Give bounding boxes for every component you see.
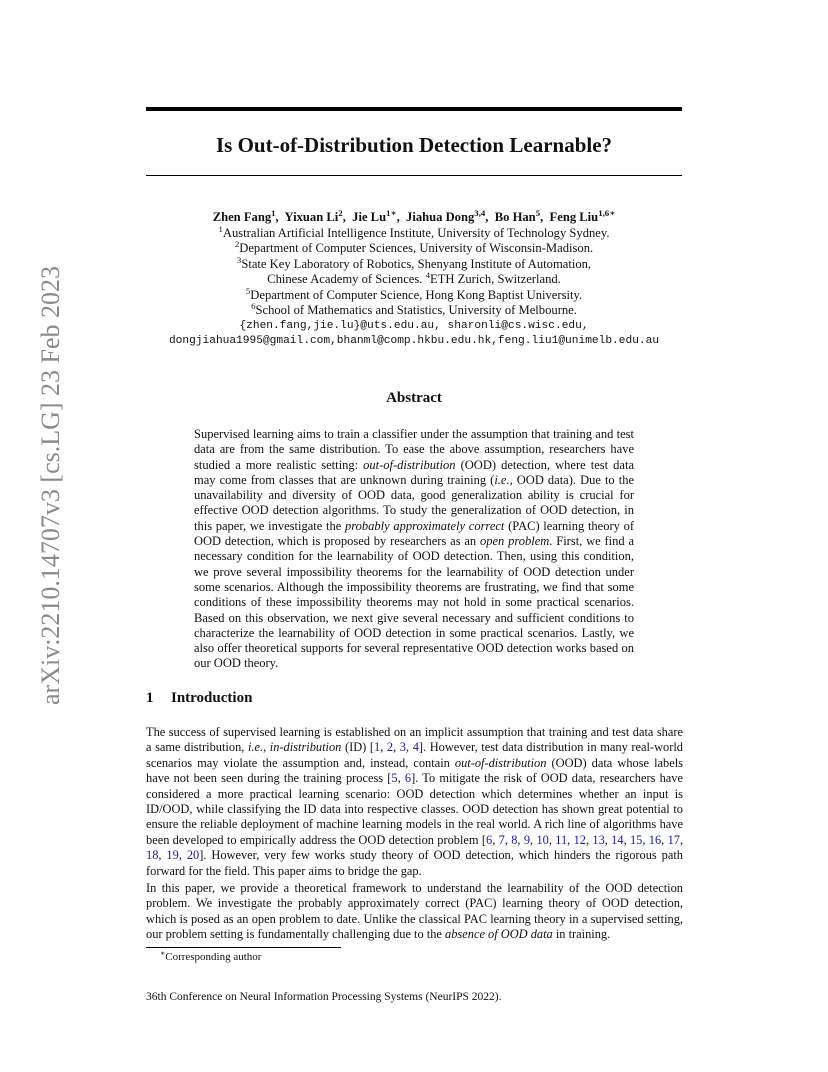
title-bottom-rule <box>146 175 682 176</box>
section-title: Introduction <box>171 690 253 706</box>
arxiv-sidebar-id: arXiv:2210.14707v3 [cs.LG] 23 Feb 2023 <box>36 265 65 705</box>
section-number: 1 <box>146 690 154 706</box>
abstract-body: Supervised learning aims to train a classifier under the assumption that training and test data are from the same distribution. To ease the above assumption, researchers have studied a more realistic setting: out-of-distribution (OOD) detection, where test data may come from classes that are unknown during training (i.e., OOD data). Due to the unavailability and diversity of OOD data, good generalization ability is crucial for effective OOD detection algorithms. To study the generalization of OOD detection, in this paper, we investigate the probably approximately correct (PAC) learning theory of OOD detection, which is proposed by researchers as an open problem. First, we find a necessary condition for the learnability of OOD detection. Then, using this condition, we prove several impossibility theorems for the learnability of OOD detection under some scenarios. Although the impossibility theorems are frustrating, we find that some conditions of these impossibility theorems may not hold in some practical scenarios. Based on this observation, we next give several necessary and sufficient conditions to characterize the learnability of OOD detection in some practical scenarios. Lastly, we also offer theoretical supports for several representative OOD detection works based on our OOD theory. <box>194 427 635 671</box>
section-heading-introduction <box>146 690 252 707</box>
affiliation-3-cont: Chinese Academy of Sciences. $^4$ETH Zurich, Switzerland. <box>267 269 561 286</box>
affiliation-5: $^5$Department of Computer Science, Hong Kong Baptist University. <box>245 285 583 302</box>
affiliation-6: $^6$School of Mathematics and Statistics, University of Melbourne. <box>251 300 577 317</box>
author-block <box>146 207 682 350</box>
author-names: Zhen Fang$^1$, Yixuan Li$^2$, Jie $Lu^{1∗}$, Jiahua Dong$^{3,4}$, Bo Han$^5$, Feng Liu$^{1,6∗}$ <box>212 207 616 224</box>
author-emails-2[interactable]: dongjiahua1995@gmail.com,bhanml@comp.hkbu.edu.hk,feng.liu1@unimelb.edu.au <box>168 335 660 347</box>
paper-title: Is Out-of-Distribution Detection Learnable? <box>215 133 613 157</box>
footnote-corresponding-author: ∗Corresponding author <box>160 948 262 963</box>
footnote-rule <box>146 947 341 948</box>
affiliation-2: $^2$Department of Computer Sciences, University of Wisconsin-Madison. <box>234 238 594 255</box>
abstract-heading: Abstract <box>386 390 442 406</box>
conference-note: 36th Conference on Neural Information Processing Systems (NeurIPS 2022). <box>146 991 502 1003</box>
affiliation-1: $^1$Australian Artificial Intelligence Institute, University of Technology Sydney. <box>218 223 610 240</box>
title-top-rule <box>146 107 682 111</box>
affiliation-3: $^3$State Key Laboratory of Robotics, Shenyang Institute of Automation, <box>236 254 592 271</box>
author-emails-1[interactable]: {zhen.fang,jie.lu}@uts.edu.au, sharonli@cs.wisc.edu, <box>239 319 589 332</box>
intro-paragraph-1: The success of supervised learning is established on an implicit assumption that training and test data share a same distribution, i.e., in-distribution (ID) [1, 2, 3, 4]. However, test data distribution in many real-world scenarios may violate the assumption and, instead, contain out-of-distribution (OOD) data whose labels have not been seen during the training process [5, 6]. To mitigate the risk of OOD data, researchers have considered a more practical learning scenario: OOD detection which determines whether an input is ID/OOD, while classifying the ID data into respective classes. OOD detection has shown great potential to ensure the reliable deployment of machine learning models in the real world. A rich line of algorithms have been developed to empirically address the OOD detection problem [6, 7, 8, 9, 10, 11, 12, 13, 14, 15, 16, 17, 18, 19, 20]. However, very few works study theory of OOD detection, which hinders the rigorous path forward for the field. This paper aims to bridge the gap. <box>146 725 684 878</box>
intro-paragraph-2: In this paper, we provide a theoretical framework to understand the learnability of the OOD detection problem. We investigate the probably approximately correct (PAC) learning theory of OOD detection, which is posed as an open problem to date. Unlike the classical PAC learning theory in a supervised setting, our problem setting is fundamentally challenging due to the absence of OOD data in training. <box>146 881 683 942</box>
